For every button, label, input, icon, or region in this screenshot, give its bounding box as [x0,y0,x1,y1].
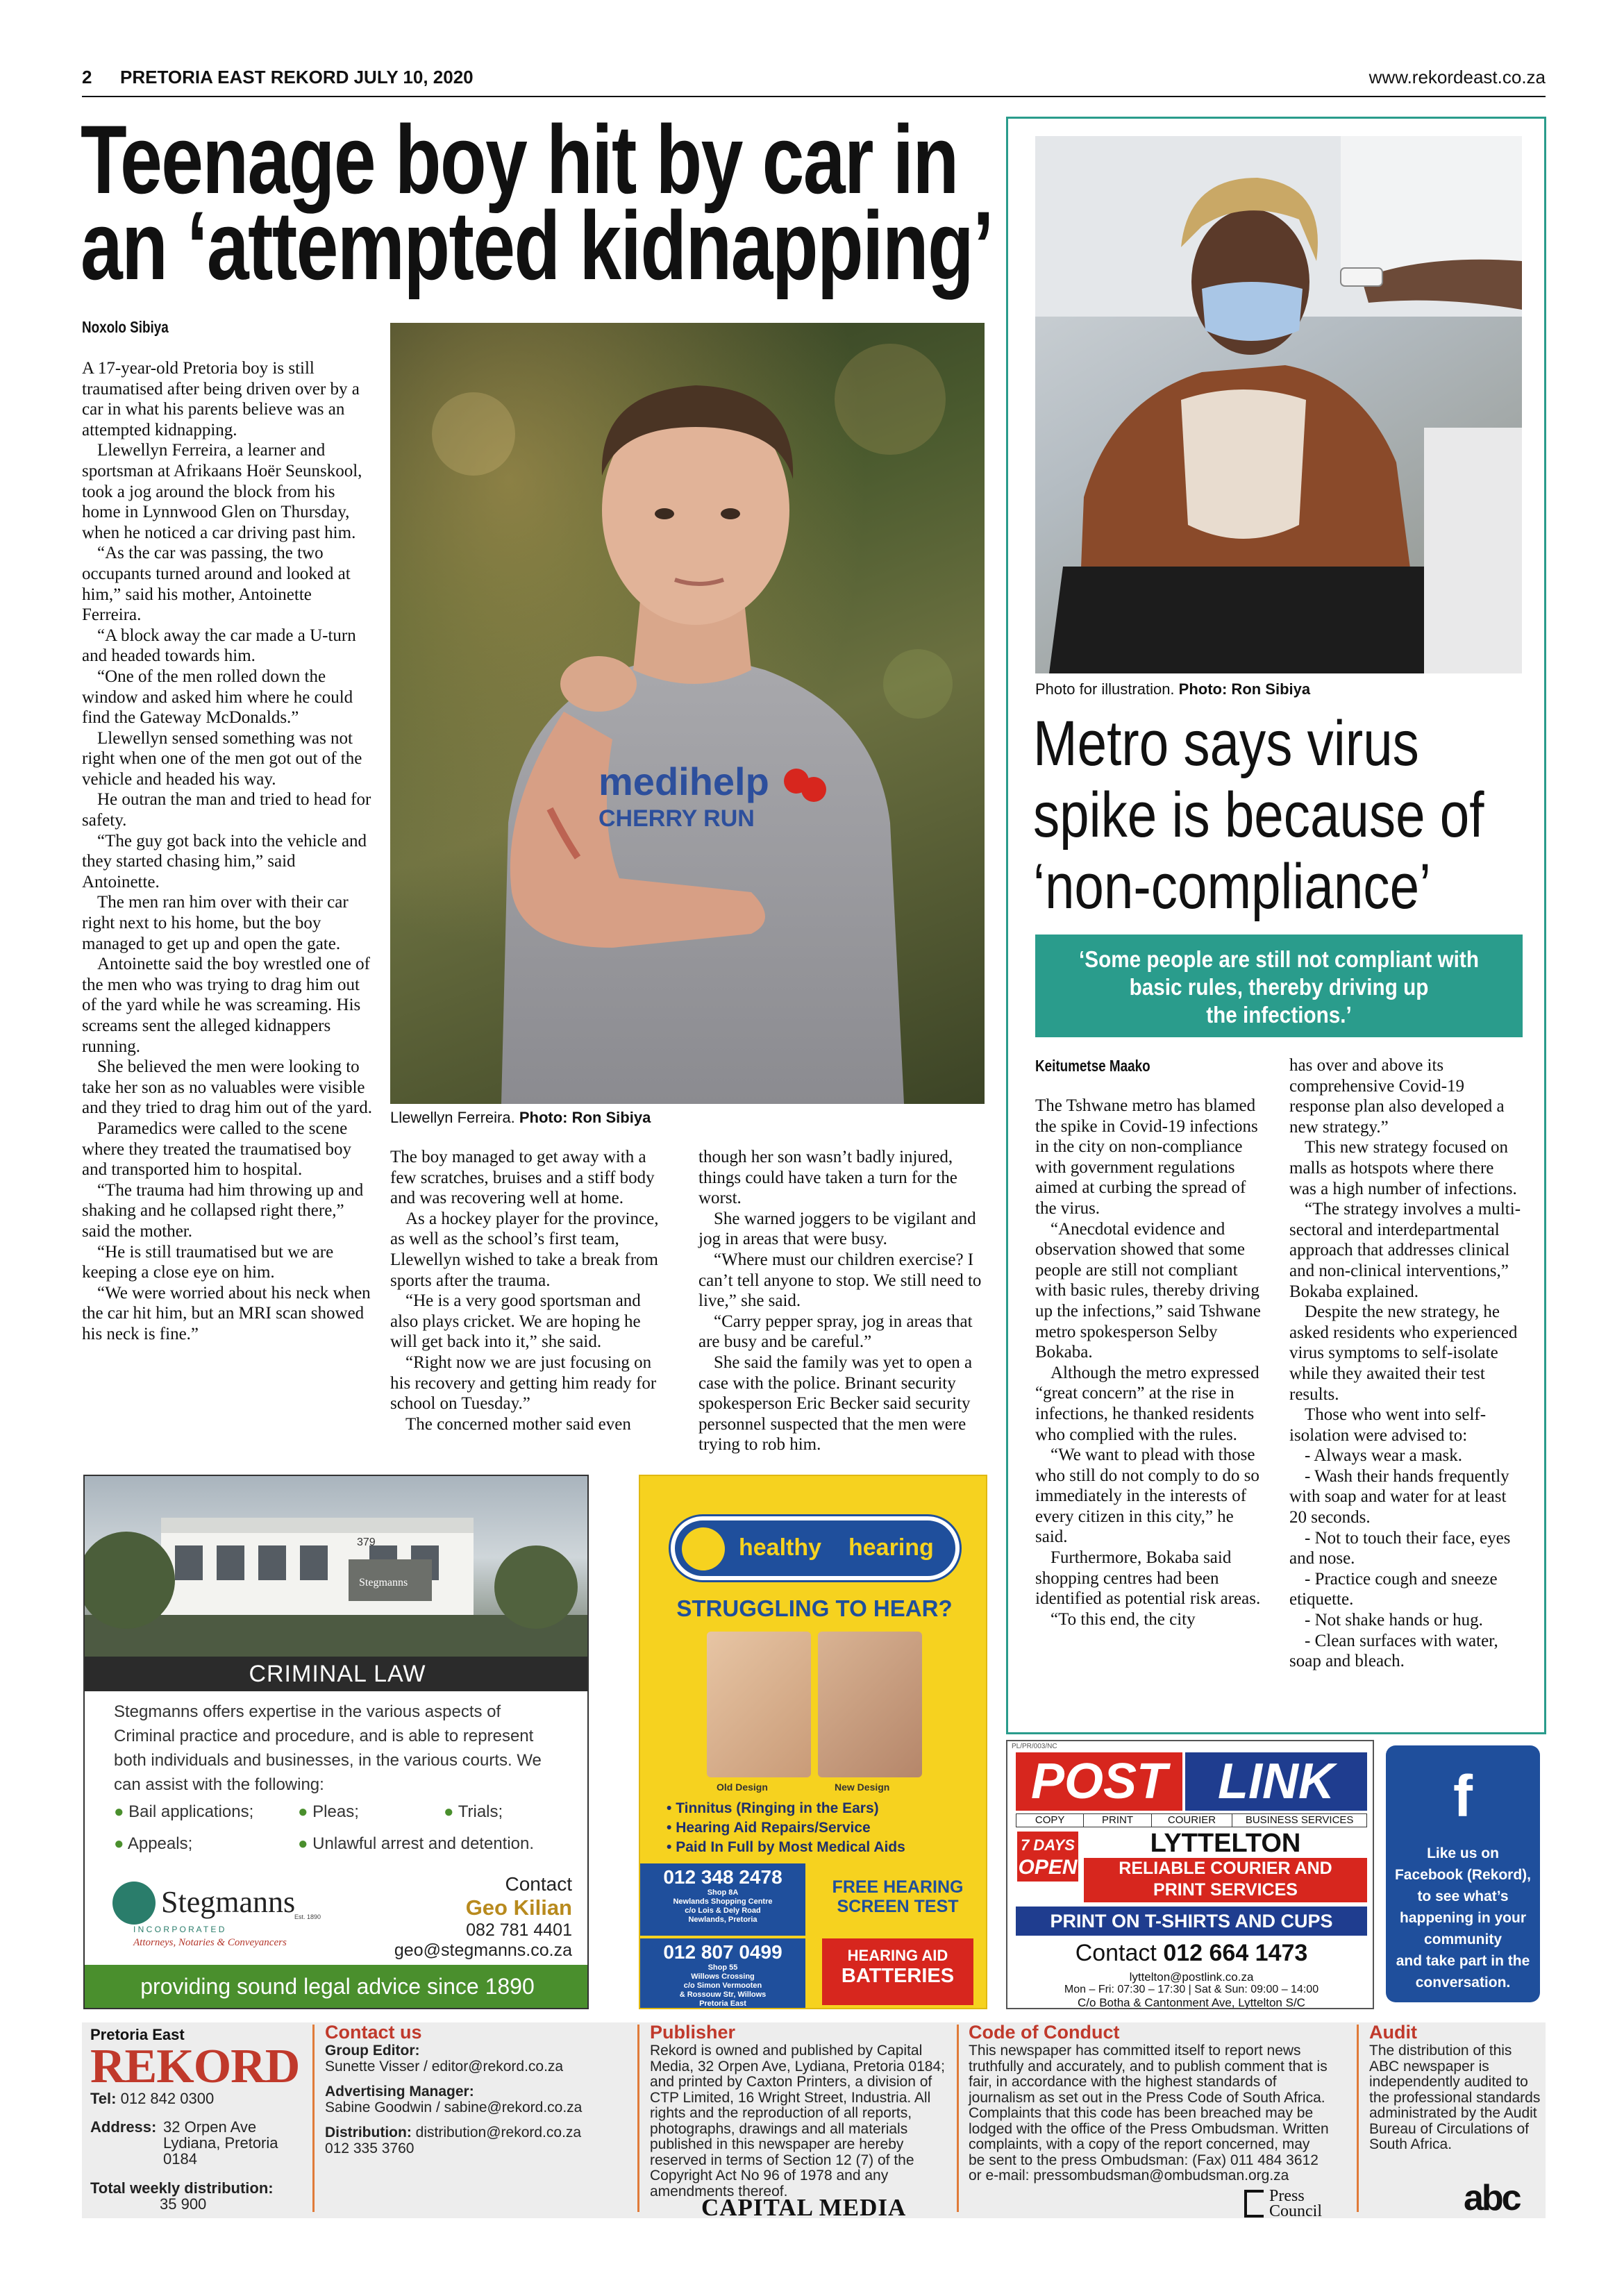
facebook-line: community [1423,1932,1502,1947]
footer-divider [957,2025,959,2212]
postlink-location: LYTTELTON [1150,1829,1301,1858]
branch-phone[interactable]: 012 348 2478 [663,1866,782,1888]
logo-est: Est. 1890 [294,1913,321,1920]
caption-text: Photo for illustration. [1035,680,1175,698]
distribution-contact-label: Distribution: [325,2125,412,2140]
paragraph: “Carry pepper spray, jog in areas that are busy and be careful.” [698,1312,973,1352]
facebook-line: and take part in the [1396,1953,1530,1969]
open-badge [1017,1832,1078,1882]
paragraph: She said the family was yet to open a case with the police. Brinant security spokesperson Eric Becker said security personnel suspected that the men were trying to rob him. [698,1352,973,1455]
press-council-logo [1244,2188,1348,2219]
ad-healthy-hearing[interactable] [639,1475,987,2009]
contact-heading: Contact us [325,2022,422,2043]
pullquote-line: ‘Some people are still not compliant with [1079,946,1479,972]
paragraph: - Not to touch their face, eyes and nose. [1289,1528,1511,1568]
logo-emblem-icon [112,1882,156,1925]
building-number: 379 [357,1536,376,1548]
footer-masthead [90,2026,300,2093]
bullet-item: Appeals; [127,1834,193,1853]
ad-contact [394,1873,572,1961]
ad-body: Stegmanns offers expertise in the various aspects of Criminal practice and procedure, and is able to represent both individuals and businesses, in the various courts. We can assist with the following: [114,1702,542,1794]
branch-addr: Pretoria East [699,2000,746,2008]
bullet-item: Unlawful arrest and detention. [312,1834,535,1853]
facebook-line: Facebook (Rekord), [1394,1867,1532,1883]
postlink-print-line: PRINT ON T-SHIRTS AND CUPS [1016,1907,1367,1936]
footer-conduct [969,2022,1330,2184]
brand-word: healthy [739,1534,822,1561]
pullquote-line: the infections.’ [1206,1002,1352,1028]
facebook-icon[interactable]: f [1453,1763,1473,1829]
advertising[interactable]: Sabine Goodwin / sabine@rekord.co.za [325,2099,583,2115]
ad-stegmanns[interactable]: 379 Stegmanns CRIMINAL LAW Stegmanns offers expertise in the various aspects of Criminal practice and procedure, and is able to represent both individuals and businesses, in the various courts. We can assist with the following: ● Bail applications; ● Pleas; ● Trials; ● Appeals; ● Unlawful arrest and detention. Stegmanns Est. 1890 I N C O R P O R A T E D Attorneys, Notaries & Conveyancers Contact Geo Kilian 082 781 4401 geo@stegmanns.co.za providing sound legal advice since 1890 [83,1475,589,2009]
headline-line: an ‘attempted kidnapping’ [81,191,993,300]
story2-photo [1035,136,1522,673]
postlink-address: C/o Botha & Cantonment Ave, Lyttelton S/C [1078,1996,1305,2009]
story1-column-1 [82,358,372,1345]
postlink-services [1016,1813,1367,1827]
story1-column-2 [390,1147,667,1434]
badge-line: 7 DAYS [1021,1836,1075,1854]
postlink-email[interactable]: lyttelton@postlink.co.za [1129,1970,1254,1984]
branch-addr: Newlands, Pretoria [688,1916,757,1924]
paragraph: The concerned mother said even [405,1414,631,1434]
ad-ref: PL/PR/003/NC [1012,1743,1057,1750]
footer-audit [1369,2022,1543,2153]
paragraph: - Wash their hands frequently with soap and water for at least 20 seconds. [1289,1466,1509,1527]
story1-byline: Noxolo Sibiya [82,318,169,336]
story1-headline [81,105,993,300]
bullet-item: Pleas; [312,1802,359,1821]
paragraph: “The strategy involves a multi-sectoral and interdepartmental approach that addresses clinical and non-clinical interventions,” Bokaba explained. [1289,1200,1521,1301]
logo-name: Stegmanns [161,1885,296,1919]
branch-addr: Willows Crossing [691,1972,755,1981]
footer-tel [90,2091,214,2107]
brand-word: hearing [848,1534,934,1561]
paragraph: “We were worried about his neck when the car hit him, but an MRI scan showed his neck is fine.” [82,1283,371,1343]
paragraph: A 17-year-old Pretoria boy is still traumatised after being driven over by a car in what his parents believe was an attempted kidnapping. [82,359,360,439]
paragraph: She believed the men were looking to take her son as no valuables were visible and they tried to drag him out of the yard. [82,1057,372,1118]
label-new: New Design [835,1782,890,1793]
bullet-item: Trials; [458,1802,503,1821]
press-council-line: Press [1269,2187,1305,2205]
paragraph: - Practice cough and sneeze etiquette. [1289,1569,1498,1609]
capital-media-logo: CAPITAL MEDIA [701,2194,907,2221]
tel-label: Tel: [90,2090,117,2107]
paragraph: The men ran him over with their car right next to his home, but the boy managed to get up and open the gate. [82,893,349,953]
contact-phone[interactable]: 082 781 4401 [466,1920,572,1940]
paragraph: Antoinette said the boy wrestled one of the men who was trying to drag him out of the yard while he was screaming. His screams sent the alleged kidnappers running. [82,955,370,1056]
caption-credit: Photo: Ron Sibiya [1178,680,1311,698]
group-editor-label: Group Editor: [325,2043,420,2059]
paragraph: She warned joggers to be vigilant and jog in areas that were busy. [698,1209,976,1249]
branch-addr: Shop 8A [707,1888,739,1897]
ad-banner: CRIMINAL LAW [85,1657,589,1691]
branch-addr: Newlands Shopping Centre [673,1897,773,1906]
paragraph: - Always wear a mask. [1305,1446,1463,1466]
logo-tag: Attorneys, Notaries & Conveyancers [133,1937,287,1948]
footer-divider [637,2025,639,2212]
ad-facebook[interactable] [1386,1745,1540,2002]
paragraph: “Anecdotal evidence and observation showed that some people are still not compliant with basic rules, thereby driving up the infections,” said Tshwane metro spokesperson Selby Bokaba. [1035,1219,1261,1362]
batteries-badge [822,1938,973,2005]
paragraph: This new strategy focused on malls as hotspots where there was a high number of infections. [1289,1138,1517,1198]
masthead: REKORD [90,2040,300,2093]
paragraph: Although the metro expressed “great concern” at the rise in infections, he thanked residents who complied with the rules. [1035,1363,1259,1444]
press-council-icon [1244,2190,1264,2218]
pullquote-line: basic rules, thereby driving up [1129,974,1429,1000]
paragraph: “The trauma had him throwing up and shaking and he collapsed right there,” said the mother. [82,1180,364,1241]
paragraph: - Clean surfaces with water, soap and bleach. [1289,1631,1498,1671]
postlink-contact [1007,1940,1374,1967]
paragraph: The Tshwane metro has blamed the spike in Covid-19 infections in the city on non-compliance with government regulations aimed at curbing the spread of the virus. [1035,1096,1258,1218]
publication-line: PRETORIA EAST REKORD JULY 10, 2020 [120,67,474,87]
story1-photo-caption [390,1109,651,1127]
paragraph: - Not shake hands or hug. [1305,1611,1483,1630]
paragraph: Those who went into self-isolation were advised to: [1289,1405,1487,1445]
contact-label: Contact [505,1873,572,1895]
facebook-line: happening in your [1400,1910,1526,1926]
story2-column-2 [1289,1055,1524,1672]
building-sign: Stegmanns [359,1577,408,1589]
paragraph: “He is still traumatised but we are keeping a close eye on him. [82,1242,334,1282]
conduct-heading: Code of Conduct [969,2022,1120,2043]
logo-tag: I N C O R P O R A T E D [133,1925,225,1934]
address-label: Address: [90,2118,157,2136]
paragraph: “As the car was passing, the two occupants turned around and looked at him,” said his mother, Antoinette Ferreira. [82,544,351,625]
ear-icon [682,1527,725,1570]
stegmanns-logo [112,1879,335,1955]
postlink-logo-link: LINK [1185,1752,1367,1811]
paragraph: “A block away the car made a U-turn and headed towards him. [82,626,356,666]
caption-name: Llewellyn Ferreira. [390,1109,515,1126]
story2-column-1 [1035,1096,1270,1629]
contact-label: Contact [1075,1940,1157,1966]
boy-portrait-illustration [390,323,985,1104]
story1-photo [390,323,985,1104]
facebook-line: to see what’s [1417,1888,1509,1904]
masthead-small: Pretoria East [90,2026,185,2043]
hearing-branch-2 [640,1938,805,2009]
branch-phone[interactable]: 012 807 0499 [663,1941,782,1963]
bullet-item: Hearing Aid Repairs/Service [676,1820,871,1836]
free-test-burst [812,1877,983,1916]
page-number: 2 [82,67,92,87]
paragraph: “He is a very good sportsman and also plays cricket. We are hoping he will get back into it,” she said. [390,1291,641,1352]
audit-heading: Audit [1369,2022,1417,2043]
group-editor[interactable]: Sunette Visser / editor@rekord.co.za [325,2058,564,2075]
label-old: Old Design [717,1782,768,1793]
distribution-label: Total weekly distribution: [90,2179,274,2197]
headline-line: Metro says virus [1033,708,1419,779]
footer-contact [325,2022,630,2156]
hearing-bullets: • Tinnitus (Ringing in the Ears) • Hearing Aid Repairs/Service • Paid In Full by Most Medical Aids [667,1800,905,1855]
press-council-line: Council [1269,2202,1322,2220]
bullet-item: Tinnitus (Ringing in the Ears) [676,1800,879,1816]
paragraph: “Right now we are just focusing on his recovery and getting him ready for school on Tuesday.” [390,1352,657,1414]
service-item: COURIER [1152,1814,1233,1827]
headline-line: ‘non-compliance’ [1033,851,1431,922]
paragraph: Llewellyn Ferreira, a learner and sportsman at Afrikaans Hoër Seunskool, took a jog around the block from his home in Lynnwood Glen on Thursday, when he noticed a car driving past him. [82,441,362,542]
headline-line: spike is because of [1033,780,1484,850]
paragraph: “To this end, the city [1050,1609,1196,1629]
postlink-tagline [1084,1858,1367,1902]
building-illustration [85,1476,589,1657]
tel-value[interactable]: 012 842 0300 [120,2090,215,2107]
facebook-line: conversation. [1415,1975,1511,1991]
publisher-heading: Publisher [650,2022,736,2043]
address-line: Lydiana, Pretoria [163,2134,278,2152]
story1-column-3 [698,1147,983,1455]
paragraph: “We want to plead with those who still do not comply to do so immediately in the interests of every citizen in this city,” he said. [1035,1446,1259,1547]
shirt-logo: medihelp [598,760,769,803]
ear-photo-new [818,1632,922,1777]
advertising-label: Advertising Manager: [325,2084,474,2100]
contact-phone[interactable]: 012 664 1473 [1163,1940,1308,1966]
service-item: PRINT [1084,1814,1151,1827]
footer-publisher [650,2022,955,2199]
contact-name: Geo Kilian [465,1895,572,1920]
story2-headline [1033,708,1484,923]
paragraph: though her son wasn’t badly injured, things could have taken a turn for the worst. [698,1148,957,1208]
contact-email[interactable]: geo@stegmanns.co.za [394,1941,572,1960]
footer-distribution [90,2180,299,2212]
hearing-headline: STRUGGLING TO HEAR? [676,1595,953,1621]
temperature-check-illustration [1035,136,1522,673]
paragraph: He outran the man and tried to head for safety. [82,790,371,830]
service-item: BUSINESS SERVICES [1245,1814,1354,1826]
story2-photo-caption [1035,680,1310,698]
audit-text: The distribution of this ABC newspaper is independently audited to the professional standards administrated by the Audit Bureau of Circulations of South Africa. [1369,2043,1541,2152]
story2-byline: Keitumetse Maako [1035,1057,1150,1075]
free-test-line: FREE HEARING [832,1877,964,1897]
ad-building-photo [85,1476,589,1657]
address-line: 0184 [163,2150,197,2168]
bullet-item: Bail applications; [128,1802,254,1821]
website: www.rekordeast.co.za [1368,67,1546,87]
paragraph: Llewellyn sensed something was not right when one of the men got out of the vehicle and headed his way. [82,728,362,789]
branch-addr: c/o Lois & Dely Road [685,1907,761,1915]
service-item: COPY [1016,1814,1084,1827]
address-line: 32 Orpen Ave [163,2118,257,2136]
shirt-text: CHERRY RUN [598,805,755,832]
page-header [82,62,1546,97]
facebook-text [1386,1843,1540,1993]
conduct-text: This newspaper has committed itself to report news truthfully and accurately, and to publish comment that is fair, in accordance with the highest standards of journalism as set out in the Press Code of South Africa. Complaints that this code has been breached may be lodged with the office of the Press Ombudsman. Written complaints, with a copy of the report concerned, may be sent to the press Ombudsman: (Fax) 011 484 3612 or e-mail: pressombudsman@ombudsman.org.za [969,2043,1329,2184]
badge-line: OPEN [1018,1856,1078,1879]
paragraph: Paramedics were called to the scene where they treated the traumatised boy and transported him to hospital. [82,1118,352,1180]
ad-postlink[interactable] [1006,1740,1374,2009]
postlink-logo-post: POST [1016,1752,1182,1811]
branch-addr: & Rossouw Str, Willows [679,1991,767,1999]
hearing-brand-pill [671,1516,960,1580]
abc-logo: abc [1464,2178,1520,2218]
paragraph: “Where must our children exercise? I can’t tell anyone to stop. We still need to live,” she said. [698,1250,982,1311]
batteries-line: HEARING AID [847,1947,948,1964]
footer-divider [312,2025,315,2212]
distribution-contact[interactable]: distribution@rekord.co.za [415,2125,582,2140]
headline-line: Teenage boy hit by car in [81,105,958,214]
publisher-text: Rekord is owned and published by Capital Media, 32 Orpen Ave, Lydiana, Pretoria 0184; and printed by Caxton Printers, a division of CTP Limited, 16 Wright Street, Industria. All rights and the reproduction of all reports, photographs, drawings and all materials published in this newspaper are hereby reserved in terms of Section 12 (7) of the Copyright Act No 96 of 1978 and any amendments thereof. [650,2043,945,2199]
bullet-item: Paid In Full by Most Medical Aids [676,1839,905,1855]
branch-addr: Shop 55 [708,1963,738,1972]
distribution-phone[interactable]: 012 335 3760 [325,2140,415,2156]
batteries-line: BATTERIES [841,1965,955,1987]
postlink-hours: Mon – Fri: 07:30 – 17:30 | Sat & Sun: 09:00 – 14:00 [1064,1984,1319,1995]
ad-footer-strip: providing sound legal advice since 1890 [85,1965,589,2008]
tagline-line: PRINT SERVICES [1153,1880,1298,1900]
footer-divider [1357,2025,1359,2212]
caption-credit: Photo: Ron Sibiya [519,1109,651,1126]
paragraph: “The guy got back into the vehicle and they started chasing him,” said Antoinette. [82,831,367,891]
ear-photo-old [707,1632,811,1777]
distribution-value: 35 900 [160,2195,207,2213]
tagline-line: RELIABLE COURIER AND [1119,1859,1332,1878]
hearing-branch-1 [640,1863,805,1936]
free-test-line: SCREEN TEST [837,1897,959,1916]
story2-pullquote [1035,935,1523,1037]
paragraph: has over and above its comprehensive Covid-19 response plan also developed a new strategy.” [1289,1056,1505,1137]
branch-addr: c/o Simon Vermooten [683,1981,762,1990]
paragraph: The boy managed to get away with a few scratches, bruises and a stiff body and was recovering well at home. [390,1148,655,1208]
paragraph: Despite the new strategy, he asked residents who experienced virus symptoms to self-isolate while they awaited their test results. [1289,1302,1518,1404]
paragraph: “One of the men rolled down the window and asked him where he could find the Gateway McDonalds.” [82,667,353,728]
paragraph: Furthermore, Bokaba said shopping centres had been identified as potential risk areas. [1035,1548,1261,1609]
facebook-line: Like us on [1427,1845,1499,1861]
paragraph: As a hockey player for the province, as well as the school’s first team, Llewellyn wished to take a break from sports after the trauma. [390,1209,659,1290]
